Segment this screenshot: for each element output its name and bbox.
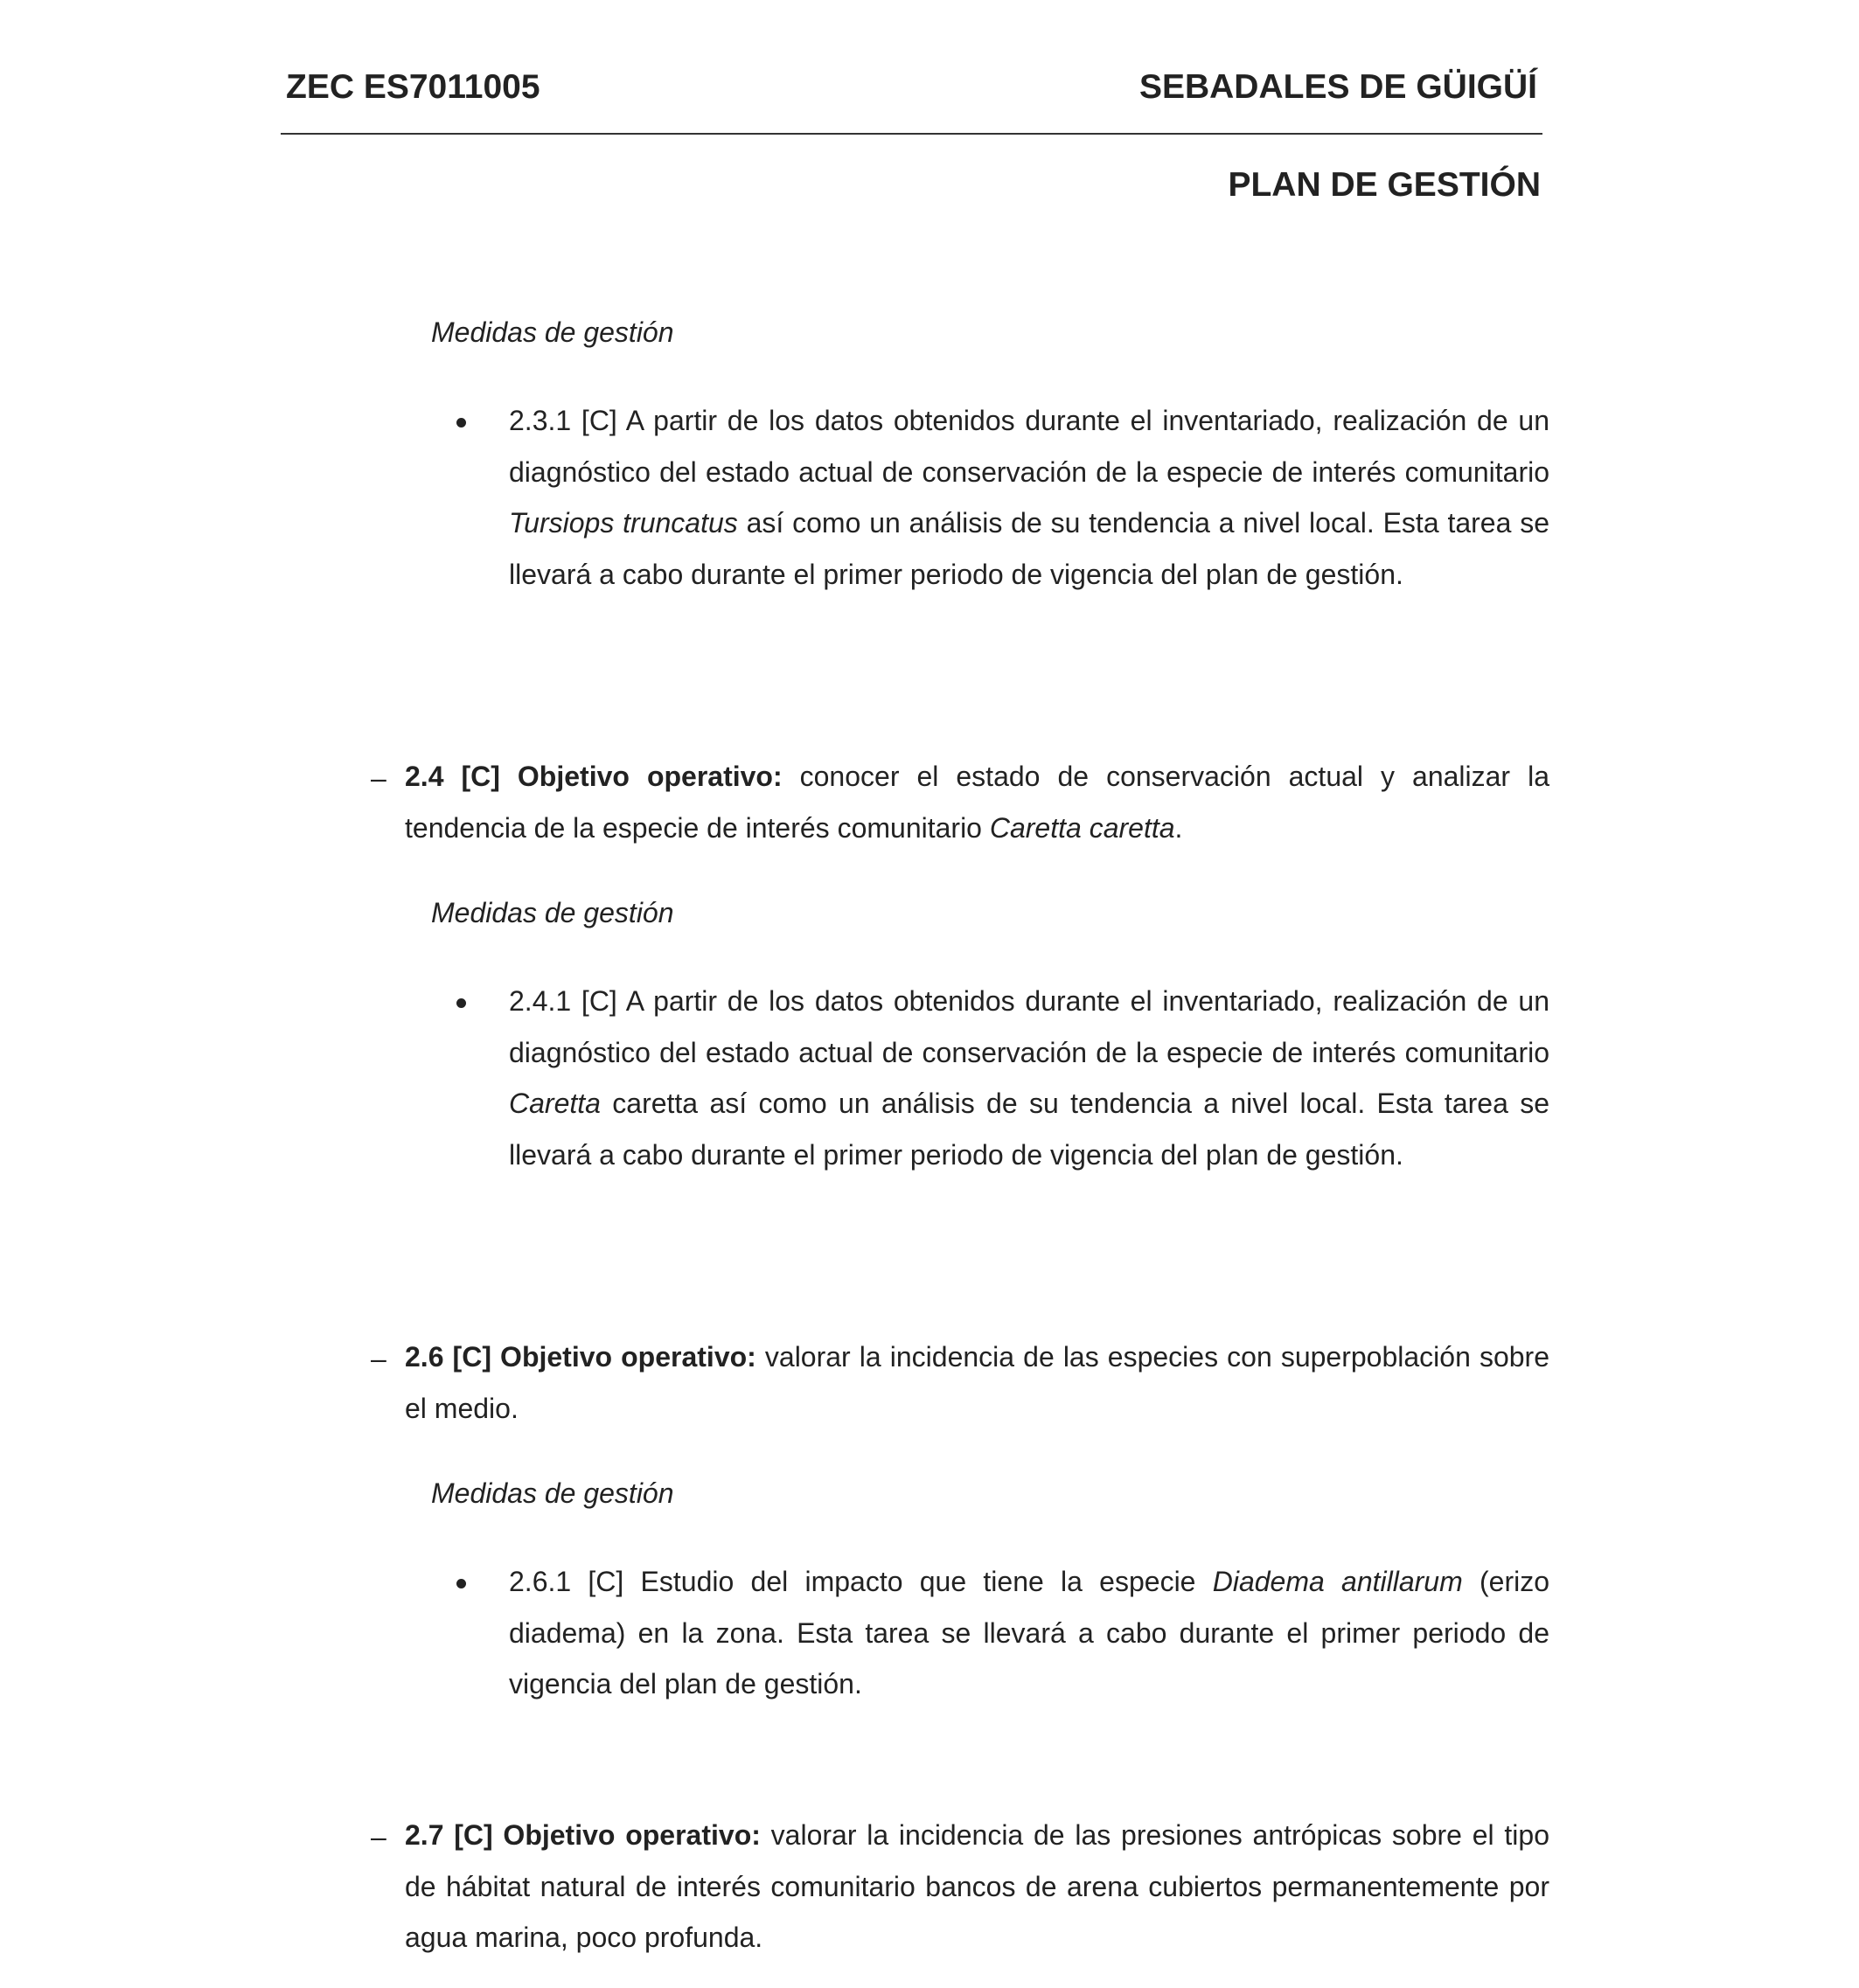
bullet-icon bbox=[456, 998, 466, 1008]
measure-2-3-1: 2.3.1 [C] A partir de los datos obtenidos durante el inventariado, realización de un diagnóstico del estado actual de conservación de la especie de interés comunitario Tursiops truncatus así como un análisis de su tendencia a nivel local. Esta tarea se llevará a cabo durante el primer periodo de vigencia del plan de gestión. bbox=[509, 405, 1550, 590]
medidas-heading: Medidas de gestión bbox=[431, 316, 674, 348]
medidas-heading: Medidas de gestión bbox=[431, 897, 674, 928]
objective-2-7: 2.7 [C] Objetivo operativo: valorar la incidencia de las presiones antrópicas sobre el tipo de hábitat natural de interés comunitario bancos de arena cubiertos permanentemente por agua marina, poco profunda. bbox=[405, 1819, 1550, 1953]
dash-marker: – bbox=[371, 762, 386, 794]
objective-2-6: 2.6 [C] Objetivo operativo: valorar la incidencia de las especies con superpoblación sobre el medio. bbox=[405, 1341, 1549, 1424]
dash-marker: – bbox=[371, 1343, 386, 1374]
dash-marker: – bbox=[371, 1821, 386, 1852]
site-code: ZEC ES7011005 bbox=[286, 68, 540, 106]
site-name: SEBADALES DE GÜIGÜÍ bbox=[1138, 68, 1537, 106]
document-title: PLAN DE GESTIÓN bbox=[1228, 166, 1541, 204]
bullet-icon bbox=[456, 1579, 466, 1588]
page-header bbox=[281, 65, 1542, 135]
measure-2-4-1: 2.4.1 [C] A partir de los datos obtenidos durante el inventariado, realización de un diagnóstico del estado actual de conservación de la especie de interés comunitario Caretta caretta así como un análisis de su tendencia a nivel local. Esta tarea se llevará a cabo durante el primer periodo de vigencia del plan de gestión. bbox=[509, 985, 1549, 1171]
medidas-heading: Medidas de gestión bbox=[431, 1477, 674, 1509]
measure-2-6-1: 2.6.1 [C] Estudio del impacto que tiene la especie Diadema antillarum (erizo diadema) en la zona. Esta tarea se llevará a cabo durante el primer periodo de vigencia del plan de gestión. bbox=[509, 1566, 1550, 1700]
objective-2-4: 2.4 [C] Objetivo operativo: conocer el estado de conservación actual y analizar la tendencia de la especie de interés comunitario Caretta caretta. bbox=[405, 761, 1549, 844]
bullet-icon bbox=[456, 418, 466, 427]
